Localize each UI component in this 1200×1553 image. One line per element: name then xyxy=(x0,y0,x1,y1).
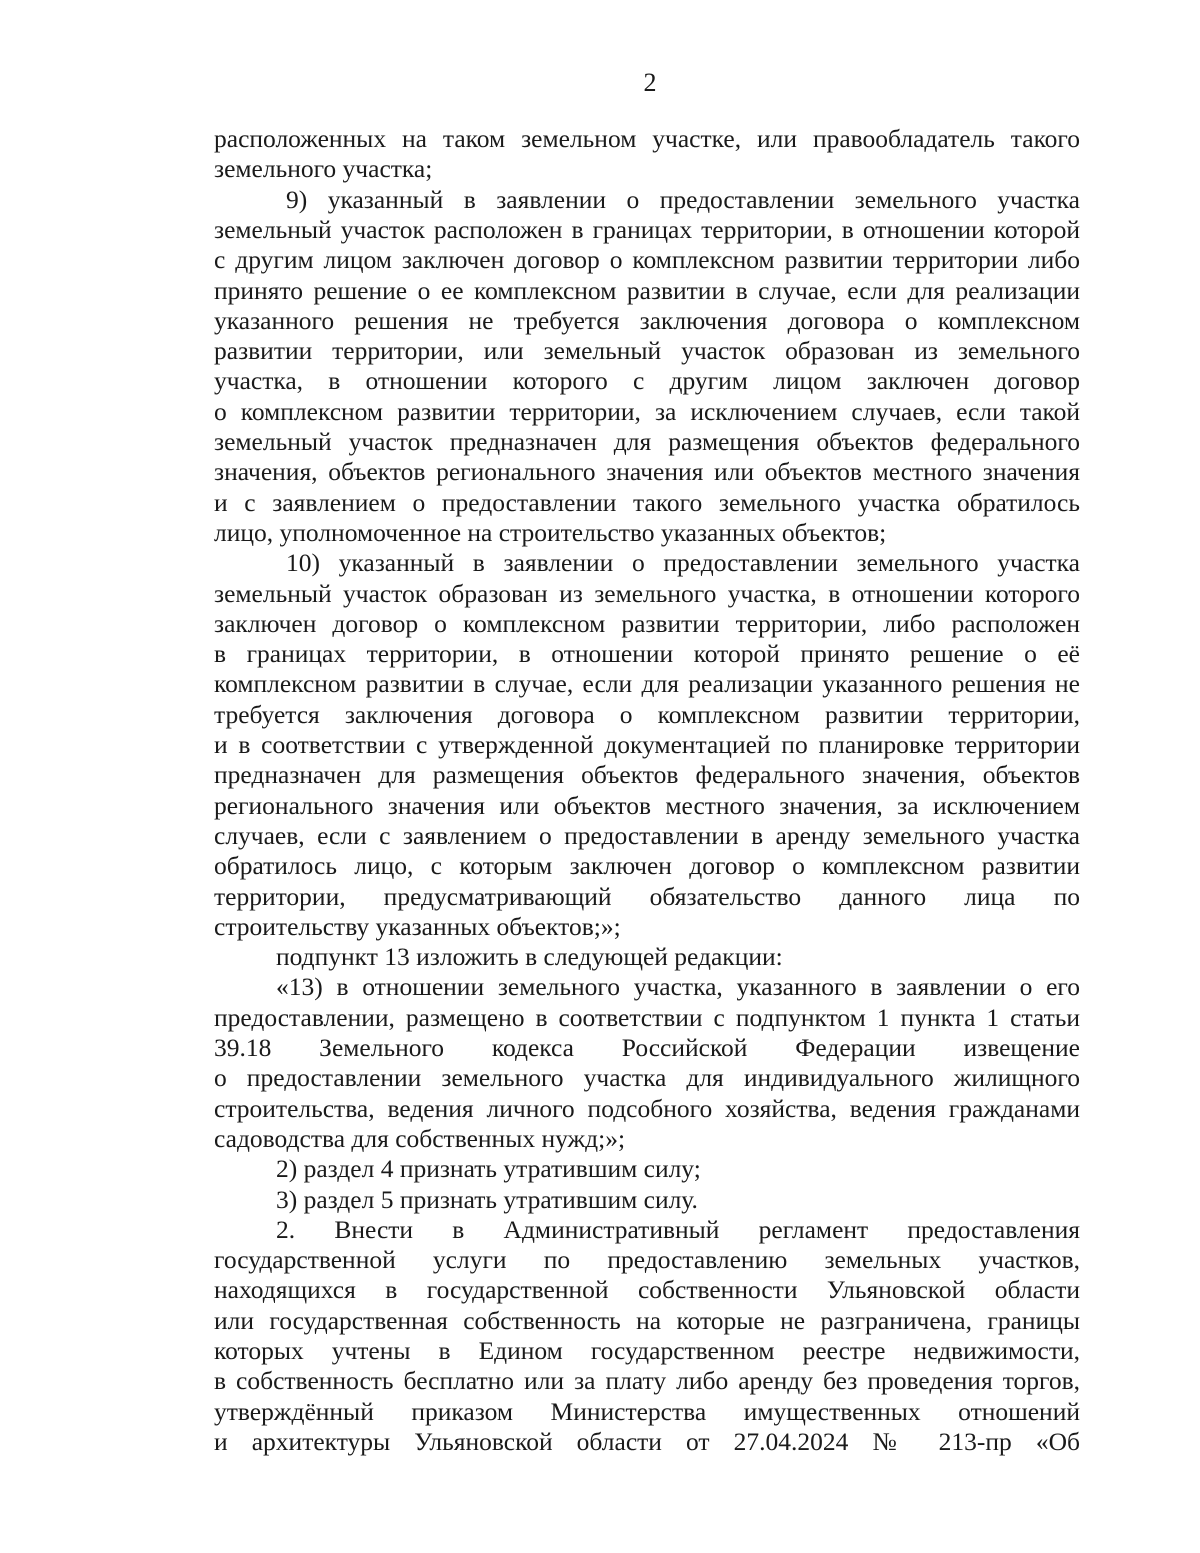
text-line: территории, предусматривающий обязательство данного лица по xyxy=(214,882,1080,911)
text-line: и архитектуры Ульяновской области от 27.04.2024 № 213-пр «Об xyxy=(214,1427,1080,1456)
text-line: значения, объектов регионального значения или объектов местного значения xyxy=(214,457,1080,486)
text-line: строительства, ведения личного подсобного хозяйства, ведения гражданами xyxy=(214,1094,1080,1123)
text-line: государственной услуги по предоставлению земельных участков, xyxy=(214,1245,1080,1274)
text-line: участка, в отношении которого с другим лицом заключен договор xyxy=(214,366,1080,395)
text-line: лицо, уполномоченное на строительство указанных объектов; xyxy=(214,518,887,547)
text-line: 9) указанный в заявлении о предоставлении земельного участка xyxy=(286,185,1080,214)
text-line: земельный участок предназначен для размещения объектов федерального xyxy=(214,427,1080,456)
text-line: в границах территории, в отношении которой принято решение о её xyxy=(214,639,1080,668)
text-line: заключен договор о комплексном развитии территории, либо расположен xyxy=(214,609,1080,638)
text-line: подпункт 13 изложить в следующей редакции: xyxy=(276,942,783,971)
text-line: требуется заключения договора о комплексном развитии территории, xyxy=(214,700,1080,729)
text-line: и с заявлением о предоставлении такого земельного участка обратилось xyxy=(214,488,1080,517)
text-line: строительству указанных объектов;»; xyxy=(214,912,621,941)
text-line: о предоставлении земельного участка для индивидуального жилищного xyxy=(214,1063,1080,1092)
text-line: предназначен для размещения объектов федерального значения, объектов xyxy=(214,760,1080,789)
text-line: расположенных на таком земельном участке, или правообладатель такого xyxy=(214,124,1080,153)
text-line: земельного участка; xyxy=(214,154,433,183)
text-line: с другим лицом заключен договор о комплексном развитии территории либо xyxy=(214,245,1080,274)
text-line: 39.18 Земельного кодекса Российской Федерации извещение xyxy=(214,1033,1080,1062)
text-line: случаев, если с заявлением о предоставлении в аренду земельного участка xyxy=(214,821,1080,850)
text-line: 2. Внести в Административный регламент предоставления xyxy=(276,1215,1080,1244)
text-line: в собственность бесплатно или за плату либо аренду без проведения торгов, xyxy=(214,1366,1080,1395)
text-line: развитии территории, или земельный участок образован из земельного xyxy=(214,336,1080,365)
text-line: садоводства для собственных нужд;»; xyxy=(214,1124,626,1153)
text-line: 3) раздел 5 признать утратившим силу. xyxy=(276,1185,698,1214)
text-line: или государственная собственность на которые не разграничена, границы xyxy=(214,1306,1080,1335)
page-number: 2 xyxy=(643,68,657,97)
text-line: утверждённый приказом Министерства имущественных отношений xyxy=(214,1397,1080,1426)
text-line: принято решение о ее комплексном развитии в случае, если для реализации xyxy=(214,276,1080,305)
text-line: земельный участок расположен в границах территории, в отношении которой xyxy=(214,215,1080,244)
text-line: указанного решения не требуется заключения договора о комплексном xyxy=(214,306,1080,335)
text-line: и в соответствии с утвержденной документацией по планировке территории xyxy=(214,730,1080,759)
text-line: которых учтены в Едином государственном реестре недвижимости, xyxy=(214,1336,1080,1365)
text-line: регионального значения или объектов местного значения, за исключением xyxy=(214,791,1080,820)
text-line: о комплексном развитии территории, за исключением случаев, если такой xyxy=(214,397,1080,426)
text-line: предоставлении, размещено в соответствии с подпунктом 1 пункта 1 статьи xyxy=(214,1003,1080,1032)
text-line: земельный участок образован из земельного участка, в отношении которого xyxy=(214,579,1080,608)
text-line: находящихся в государственной собственности Ульяновской области xyxy=(214,1275,1080,1304)
text-line: обратилось лицо, с которым заключен договор о комплексном развитии xyxy=(214,851,1080,880)
text-line: комплексном развитии в случае, если для реализации указанного решения не xyxy=(214,669,1080,698)
text-line: 10) указанный в заявлении о предоставлении земельного участка xyxy=(286,548,1080,577)
text-line: «13) в отношении земельного участка, указанного в заявлении о его xyxy=(276,972,1080,1001)
text-line: 2) раздел 4 признать утратившим силу; xyxy=(276,1154,701,1183)
